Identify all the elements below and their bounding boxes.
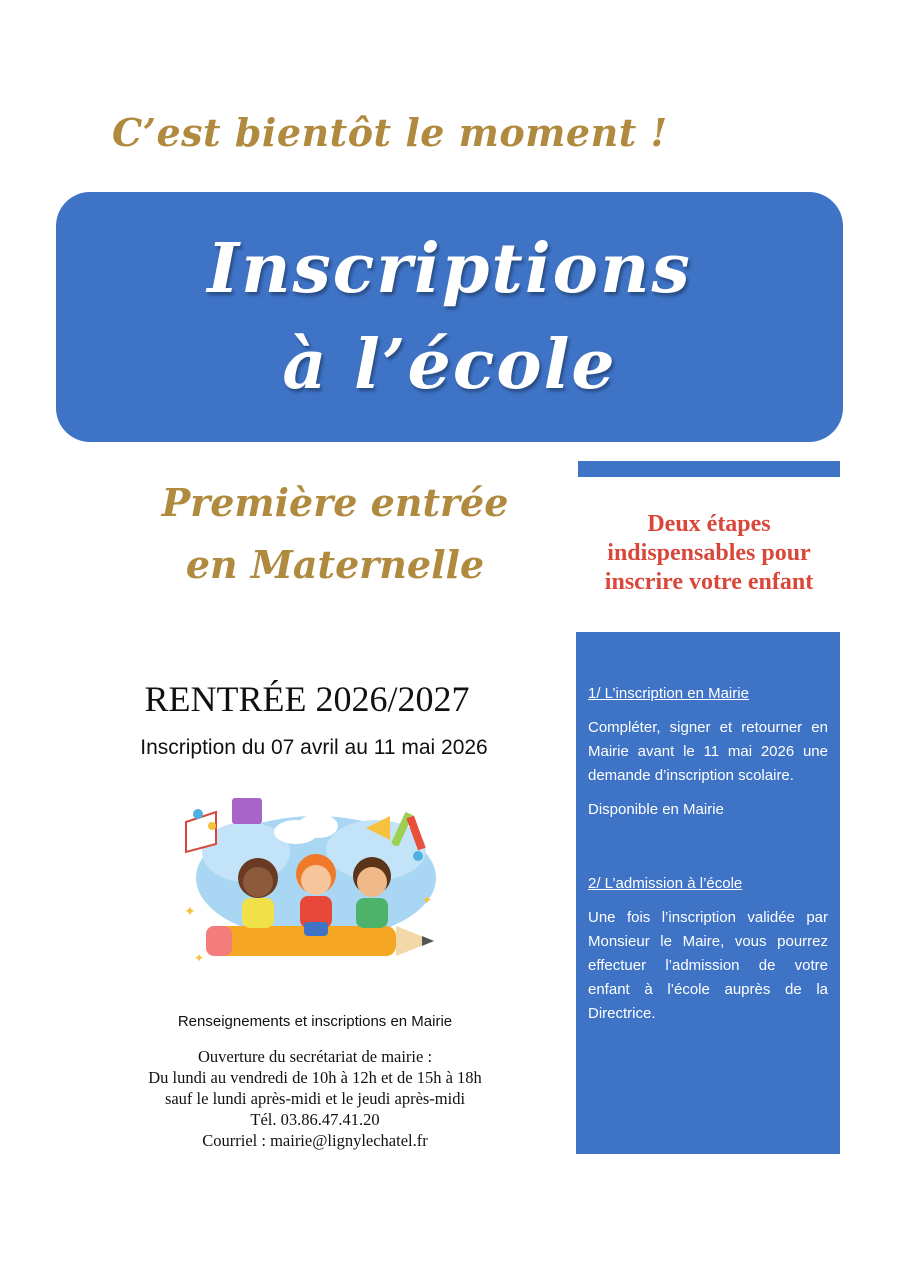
- opening-hours-title: Ouverture du secrétariat de mairie :: [197, 1047, 433, 1066]
- rentree-heading: RENTRÉE 2026/2027: [144, 679, 470, 719]
- step-1-heading: 1/ L’inscription en Mairie: [588, 685, 749, 702]
- banner-title-line-1: Inscriptions: [207, 229, 692, 309]
- step-2-heading: 2/ L’admission à l’école: [588, 875, 743, 892]
- step-1-text: Compléter, signer et retourner en Mairie avant le 11 mai 2026 une demande d’inscription scolaire.: [588, 719, 828, 784]
- opening-exceptions: sauf le lundi après-midi et le jeudi après-midi: [164, 1089, 466, 1108]
- accent-bar: [578, 461, 840, 477]
- banner-title-line-2: à l’école: [282, 325, 617, 405]
- svg-text:✦: ✦: [194, 951, 205, 965]
- contact-details: [100, 1046, 530, 1151]
- email-address: Courriel : mairie@lignylechatel.fr: [202, 1131, 428, 1150]
- registration-period: Inscription du 07 avril au 11 mai 2026: [140, 736, 488, 759]
- opening-hours: Du lundi au vendredi de 10h à 12h et de 15h à 18h: [148, 1068, 482, 1087]
- contact-heading: Renseignements et inscriptions en Mairie: [177, 1013, 453, 1030]
- subtitle-line-2: en Maternelle: [185, 542, 485, 587]
- step-1-note: Disponible en Mairie: [588, 801, 724, 818]
- children-on-pencil-illustration: [176, 792, 448, 978]
- steps-panel: [576, 632, 840, 1154]
- subtitle-line-1: Première entrée: [161, 480, 509, 525]
- subtitle: [150, 472, 520, 596]
- phone-number: Tél. 03.86.47.41.20: [250, 1110, 380, 1129]
- step-2-text: Une fois l’inscription validée par Monsieur le Maire, vous pourrez effectuer l’admission de votre enfant à l’école auprès de la Directrice.: [588, 909, 828, 1022]
- title-banner: [56, 192, 843, 442]
- svg-text:✦: ✦: [422, 893, 433, 907]
- steps-title: Deux étapes indispensables pour inscrire votre enfant: [604, 511, 814, 595]
- tagline: C’est bientôt le moment !: [112, 110, 668, 155]
- svg-text:✦: ✦: [184, 903, 196, 919]
- spacer: [588, 832, 828, 872]
